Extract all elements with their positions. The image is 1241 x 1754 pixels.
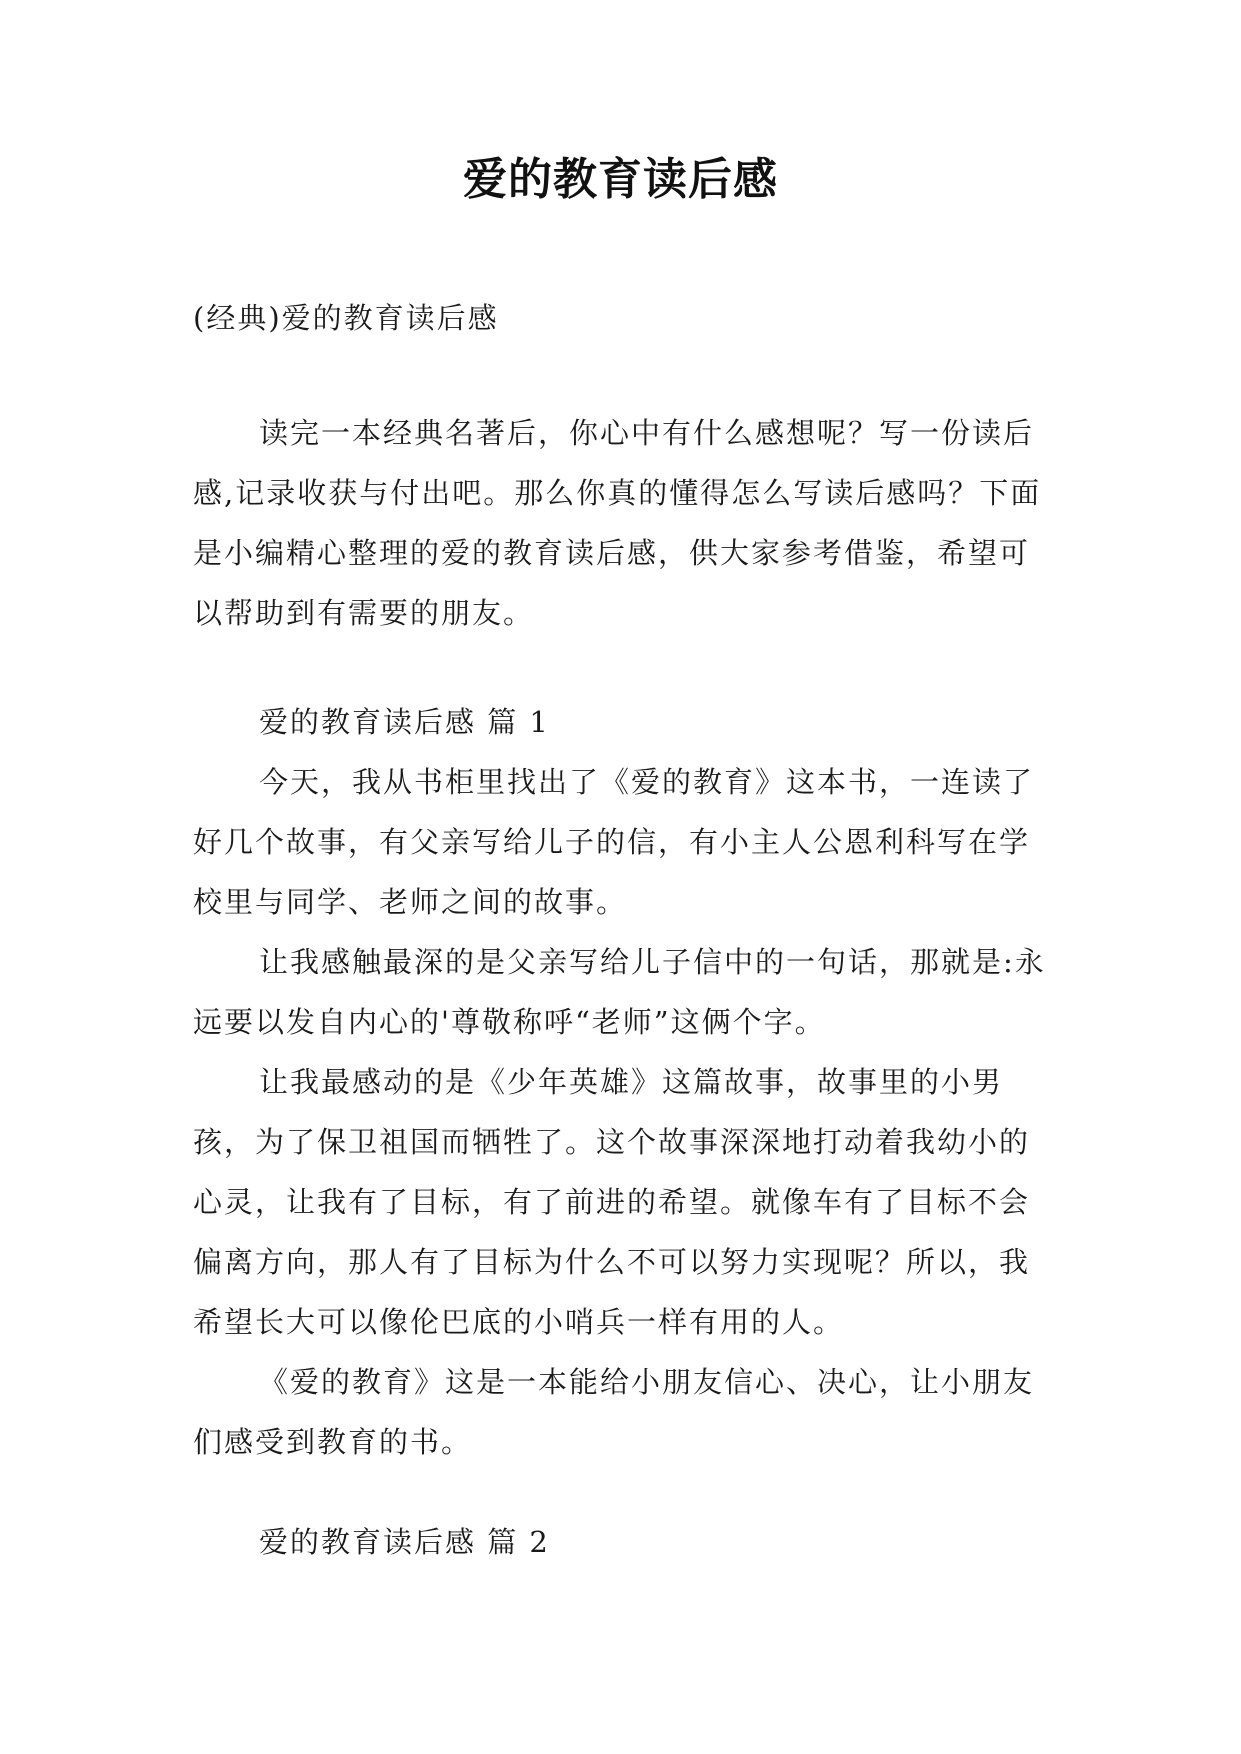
intro-paragraph: 读完一本经典名著后，你心中有什么感想呢？写一份读后感,记录收获与付出吧。那么你真的懂得怎么写读后感吗？下面是小编精心整理的爱的教育读后感，供大家参考借鉴，希望可以帮助到有需要的朋友。 (193, 416, 1042, 630)
document-subtitle: (经典)爱的教育读后感 (193, 301, 499, 335)
section-paragraph: 让我最感动的是《少年英雄》这篇故事，故事里的小男孩，为了保卫祖国而牺牲了。这个故事深深地打动着我幼小的心灵，让我有了目标，有了前进的希望。就像车有了目标不会偏离方向，那人有了目标为什么不可以努力实现呢？所以，我希望长大可以像伦巴底的小哨兵一样有用的人。 (193, 1065, 1031, 1339)
section-paragraph: 今天，我从书柜里找出了《爱的教育》这本书，一连读了好几个故事，有父亲写给儿子的信，有小主人公恩利科写在学校里与同学、老师之间的故事。 (193, 765, 1035, 919)
section-paragraph: 让我感触最深的是父亲写给儿子信中的一句话，那就是:永远要以发自内心的'尊敬称呼“老师”这俩个字。 (193, 945, 1046, 1039)
section-2 (193, 1512, 1055, 1572)
section-1 (193, 692, 1055, 1472)
document-title: 爱的教育读后感 (463, 154, 778, 205)
section-heading: 爱的教育读后感 篇 1 (259, 705, 550, 739)
section-heading: 爱的教育读后感 篇 2 (259, 1525, 550, 1559)
section-paragraph: 《爱的教育》这是一本能给小朋友信心、决心，让小朋友们感受到教育的书。 (193, 1365, 1035, 1459)
